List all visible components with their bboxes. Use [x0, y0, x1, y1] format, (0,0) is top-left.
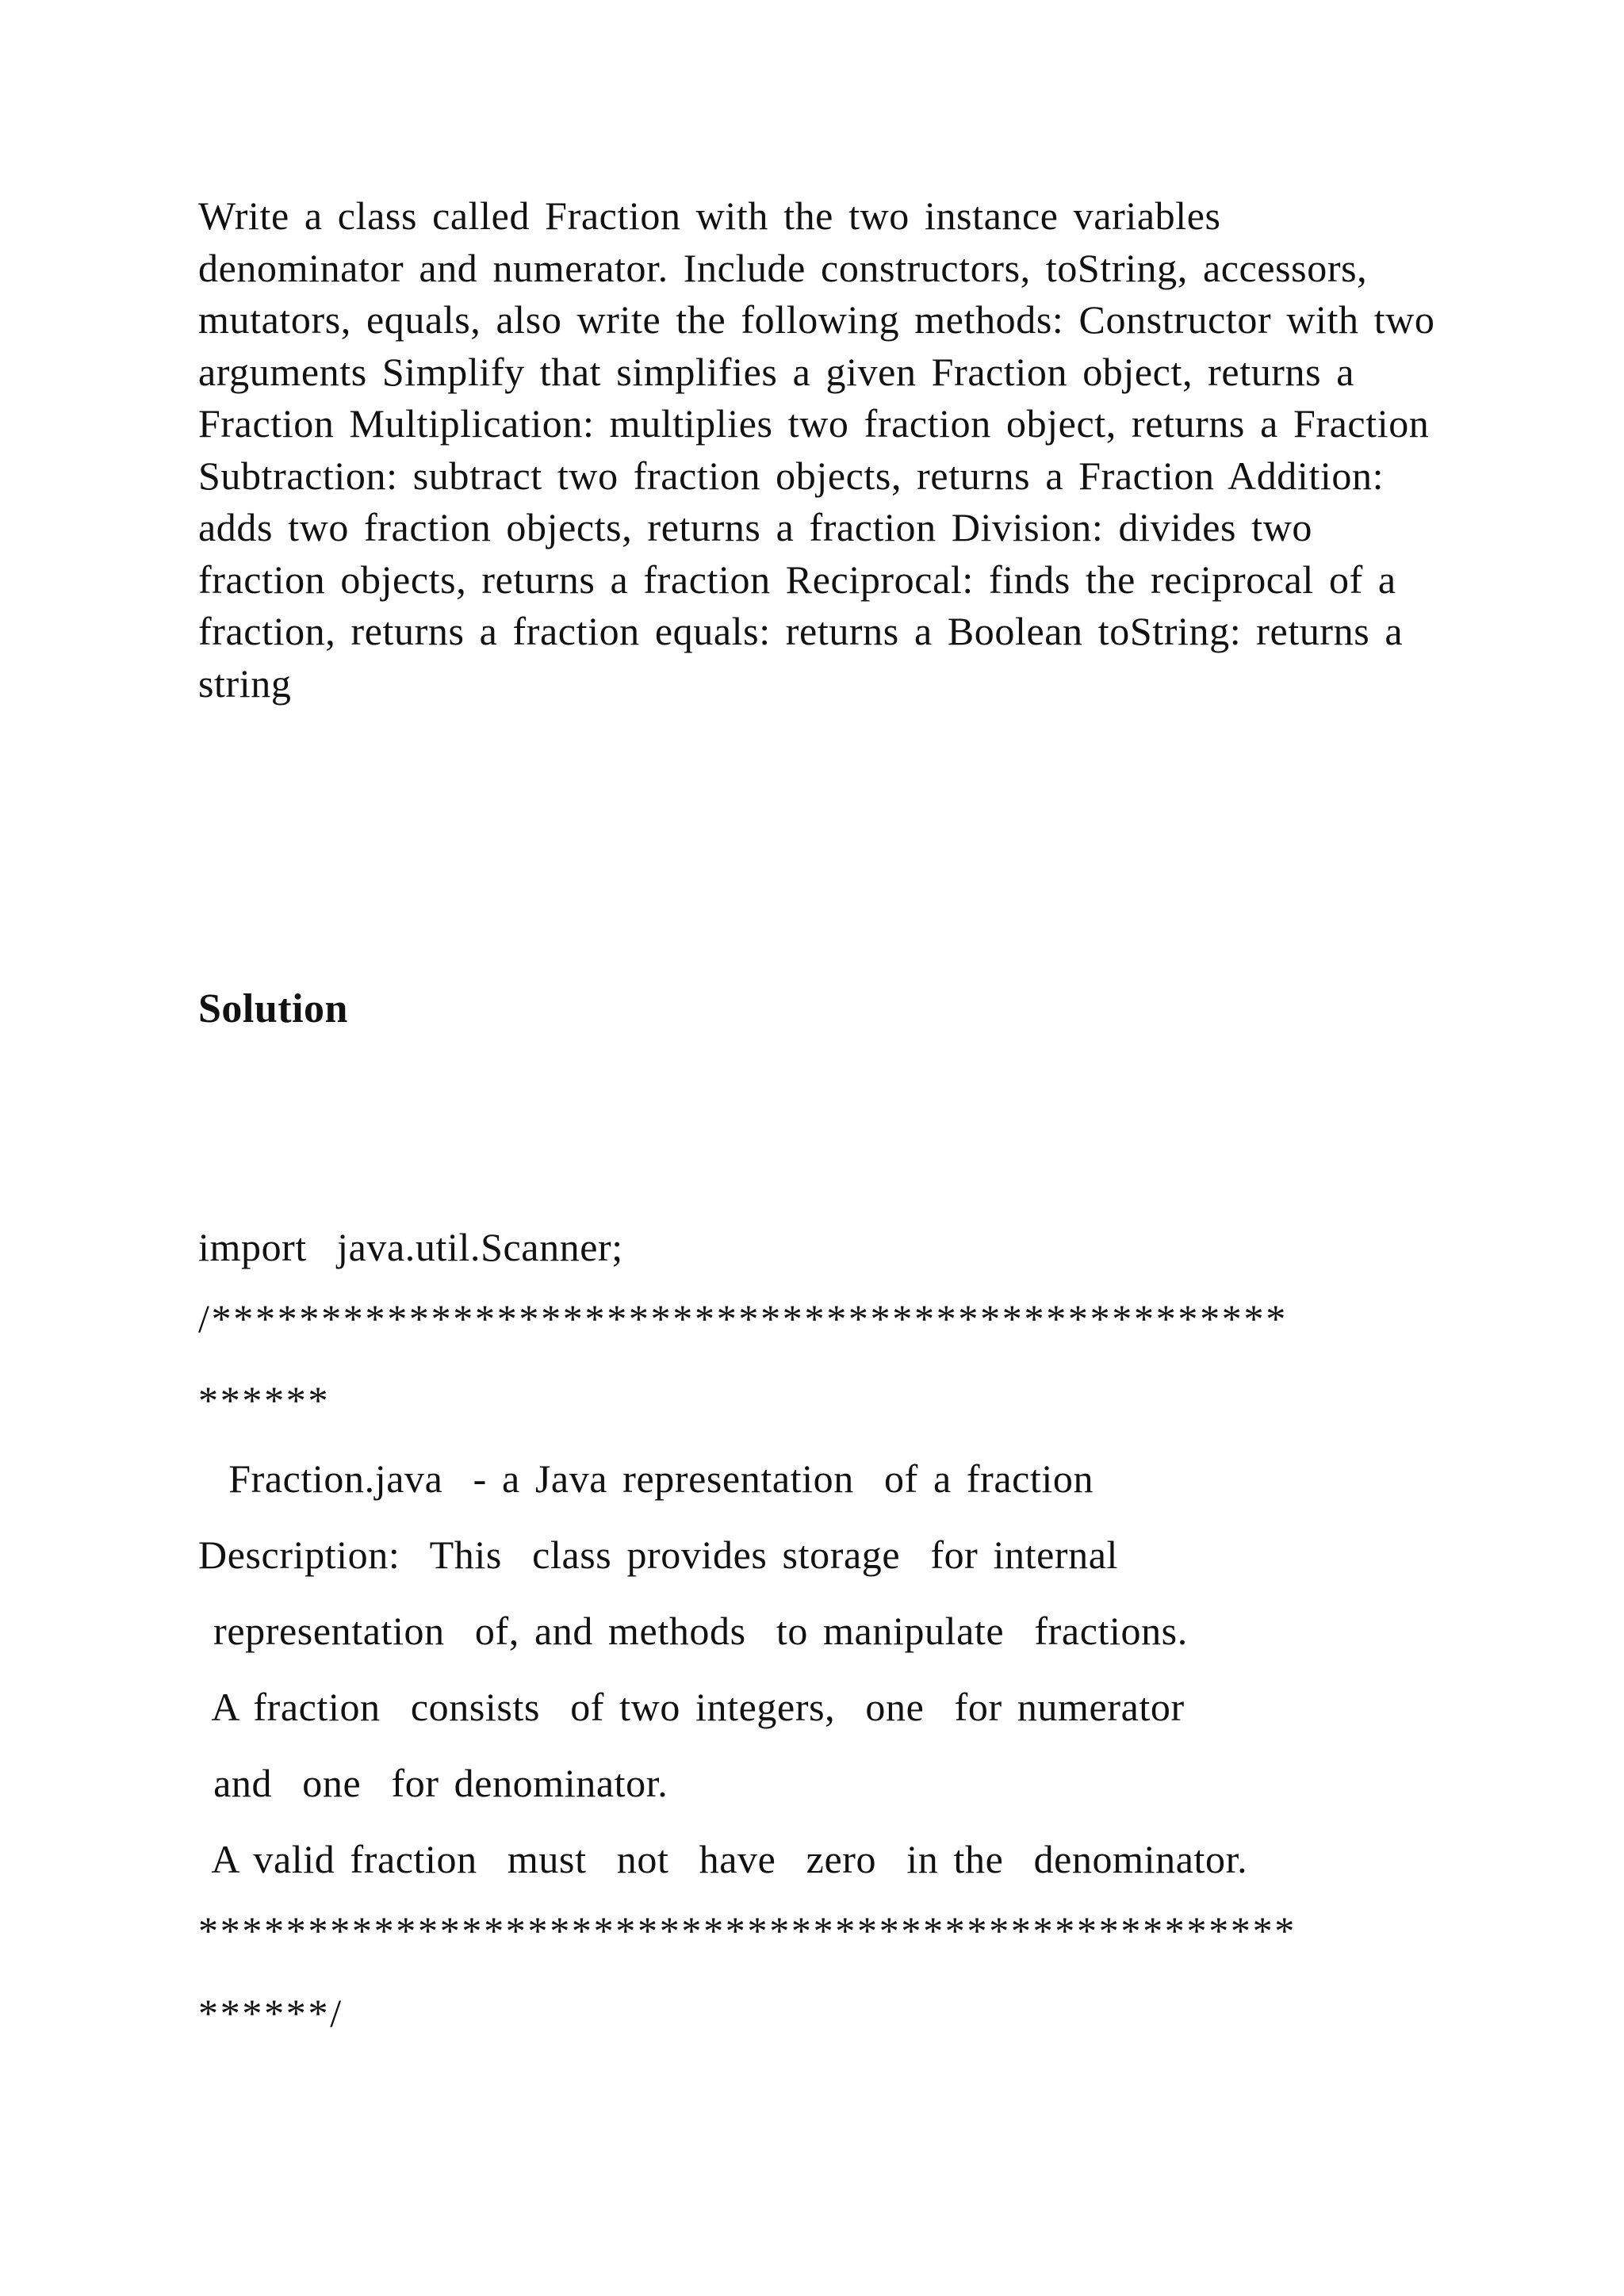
code-line-comment-close-stars: ************************************************** — [198, 1908, 1297, 1953]
code-line-denominator: and one for denominator. — [198, 1761, 668, 1805]
code-line-description: Description: This class provides storage for internal — [198, 1533, 1119, 1577]
code-line-representation: representation of, and methods to manipulate fractions. — [198, 1609, 1188, 1653]
code-line-comment-close: ******/ — [198, 1991, 343, 2035]
code-line-comment-stars: ****** — [198, 1378, 331, 1422]
code-line-fraction-java: Fraction.java - a Java representation of a fraction — [198, 1456, 1094, 1501]
code-line-comment-open: /************************************************* — [198, 1296, 1288, 1341]
solution-heading: Solution — [198, 986, 348, 1031]
code-line-valid-fraction: A valid fraction must not have zero in the denominator. — [198, 1837, 1248, 1881]
question-text: Write a class called Fraction with the two instance variables denominator and numerator. Include constructors, toString, accessors, mutators, equals, also write the following methods: Constructor with two arguments Simplify that simplifies a given Fraction object, returns a Fraction Multiplication: multiplies two fraction object, returns a Fraction Subtraction: subtract two fraction objects, returns a Fraction Addition: adds two fraction objects, returns a fraction Division: divides two fraction objects, returns a fraction Reciprocal: finds the reciprocal of a fraction, returns a fraction equals: returns a Boolean toString: returns a string — [198, 193, 1435, 706]
code-line-import: import java.util.Scanner; — [198, 1225, 623, 1269]
code-line-consists: A fraction consists of two integers, one for numerator — [198, 1685, 1185, 1729]
